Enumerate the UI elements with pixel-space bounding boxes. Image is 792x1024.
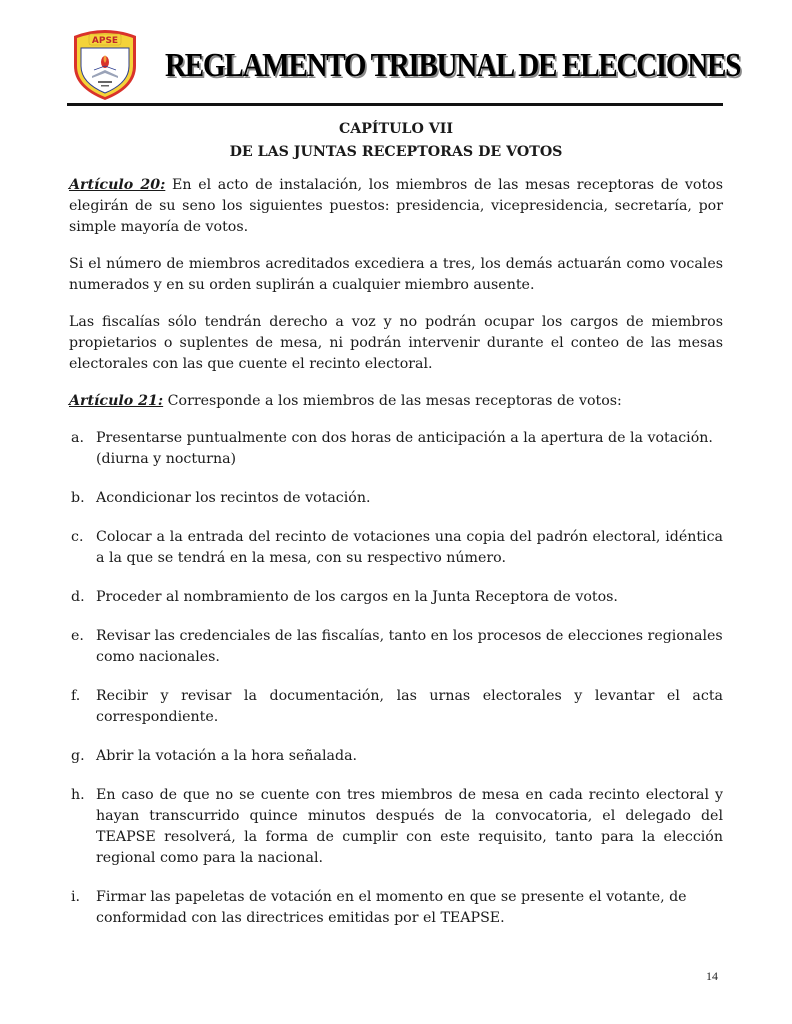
list-item <box>69 428 723 470</box>
article-20-paragraph-2: Si el número de miembros acreditados excediera a tres, los demás actuarán como vocales numerados y en su orden suplirán a cualquier miembro ausente. <box>69 256 723 293</box>
page-number: 14 <box>706 969 718 983</box>
apse-logo <box>68 26 142 102</box>
list-item <box>69 587 723 608</box>
article-20-paragraph-3: Las fiscalías sólo tendrán derecho a voz y no podrán ocupar los cargos de miembros propietarios o suplentes de mesa, ni podrán intervenir durante el conteo de las mesas electorales con las que cuente el recinto electoral. <box>69 314 723 372</box>
article-21-label: Artículo 21: <box>69 393 164 409</box>
list-item-text: Acondicionar los recintos de votación. <box>96 490 371 506</box>
list-marker: g. <box>71 748 85 764</box>
list-item-text: Presentarse puntualmente con dos horas de anticipación a la apertura de la votación. (diurna y nocturna) <box>96 430 713 467</box>
document-title: REGLAMENTO TRIBUNAL DE ELECCIONES <box>165 47 741 84</box>
list-marker: d. <box>71 589 85 605</box>
document-body <box>69 118 723 947</box>
list-item-text: Recibir y revisar la documentación, las urnas electorales y levantar el acta correspondiente. <box>96 688 723 725</box>
list-item <box>69 686 723 728</box>
list-item <box>69 746 723 767</box>
list-marker: e. <box>71 628 84 644</box>
list-marker: b. <box>71 490 85 506</box>
list-marker: f. <box>71 688 81 704</box>
list-item <box>69 488 723 509</box>
list-item <box>69 527 723 569</box>
article-20-label: Artículo 20: <box>69 177 166 193</box>
logo-text: APSE <box>91 36 119 46</box>
chapter-name: DE LAS JUNTAS RECEPTORAS DE VOTOS <box>229 144 563 160</box>
article-21-intro: Corresponde a los miembros de las mesas receptoras de votos: <box>167 393 622 409</box>
list-item-text: Proceder al nombramiento de los cargos en la Junta Receptora de votos. <box>96 589 618 605</box>
list-item-text: Firmar las papeletas de votación en el momento en que se presente el votante, de conformidad con las directrices emitidas por el TEAPSE. <box>96 889 687 926</box>
header-divider <box>67 103 723 106</box>
list-item <box>69 785 723 869</box>
article-21-list <box>69 428 723 929</box>
list-marker: i. <box>71 889 81 905</box>
article-20-text: En el acto de instalación, los miembros de las mesas receptoras de votos elegirán de su seno los siguientes puestos: presidencia, vicepresidencia, secretaría, por simple mayoría de votos. <box>69 177 723 235</box>
list-item-text: Colocar a la entrada del recinto de votaciones una copia del padrón electoral, idéntica a la que se tendrá en la mesa, con su respectivo número. <box>96 529 723 566</box>
list-item <box>69 887 723 929</box>
list-marker: h. <box>71 787 85 803</box>
list-marker: c. <box>71 529 84 545</box>
article-20-paragraph <box>69 175 723 238</box>
list-item-text: Revisar las credenciales de las fiscalías, tanto en los procesos de elecciones regionales como nacionales. <box>96 628 723 665</box>
article-21-paragraph <box>69 391 723 412</box>
chapter-number: CAPÍTULO VII <box>338 121 454 137</box>
list-marker: a. <box>71 430 84 446</box>
list-item-text: Abrir la votación a la hora señalada. <box>96 748 358 764</box>
list-item-text: En caso de que no se cuente con tres miembros de mesa en cada recinto electoral y hayan transcurrido quince minutos después de la convocatoria, el delegado del TEAPSE resolverá, la forma de cumplir con este requisito, tanto para la elección regional como para la nacional. <box>96 787 723 866</box>
chapter-heading <box>69 118 723 164</box>
list-item <box>69 626 723 668</box>
shield-icon <box>68 26 142 102</box>
